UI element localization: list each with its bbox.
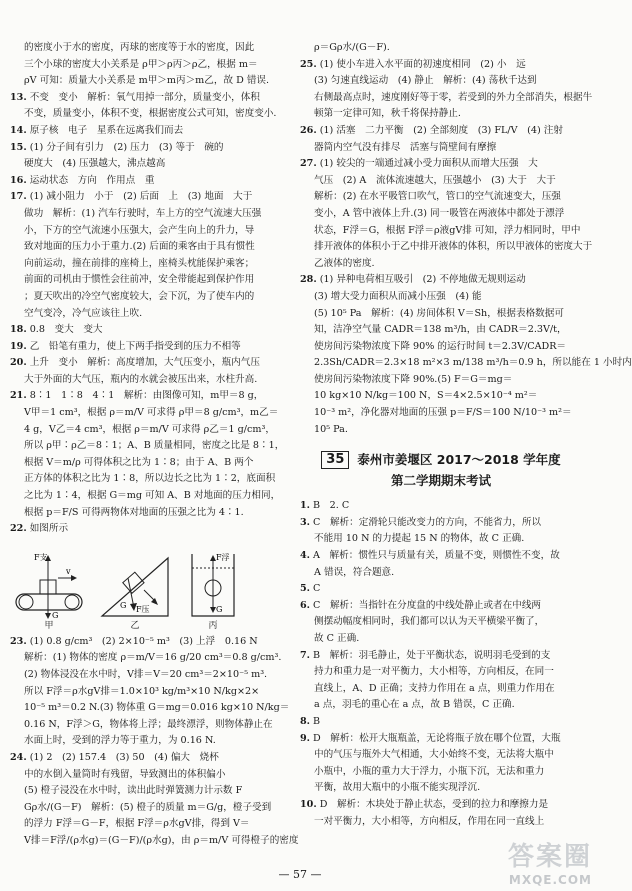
answer-line: [10, 783, 272, 800]
answer-text: B 解析：羽毛静止，处于平衡状态，说明羽毛受到的支: [313, 649, 551, 661]
answer-text: (1) 0.8 g/cm³ (2) 2×10⁻⁵ m³ (3) 上浮 0.16 N: [29, 635, 258, 647]
question-number: 14.: [10, 124, 27, 136]
answer-text: Gρ水/(G－F) 解析：(5) 橙子的质量 m＝G/g，橙子受到: [24, 801, 272, 813]
answer-text: (2) 物体浸没在水中时，V排＝V＝20 cm³＝2×10⁻⁵ m³.: [24, 669, 268, 680]
figure-yi-label-1: F压: [136, 604, 150, 614]
answer-text: C 解析：定滑轮只能改变力的方向，不能省力，所以: [313, 516, 542, 528]
answer-line: [300, 747, 582, 764]
answer-text: B: [313, 715, 321, 727]
question-number: 24.: [10, 751, 27, 763]
answer-line: [300, 272, 582, 289]
figure-bing-label-1: F浮: [216, 552, 230, 562]
answer-line: [300, 57, 582, 74]
section-number: 35: [321, 451, 349, 469]
answer-line: [300, 697, 582, 714]
answer-line: [300, 339, 582, 356]
answer-text: (5) 橙子浸没在水中时，读出此时弹簧测力计示数 F: [24, 785, 243, 797]
question-number: 25.: [300, 58, 317, 70]
answer-line: [10, 521, 272, 538]
answer-text: C: [313, 583, 321, 595]
answer-line: [10, 700, 290, 717]
left-answers-block-2: [10, 634, 299, 850]
answer-text: 不变 变小 解析：氧气用掉一部分，质量变小，体积: [29, 91, 260, 103]
answer-line: [300, 156, 582, 173]
watermark-text: 答案圈: [507, 842, 592, 872]
figure-yi-label-2: G: [120, 600, 127, 610]
question-number: 10.: [300, 798, 317, 810]
question-number: 5.: [300, 583, 311, 595]
answer-text: 乙 铅笔有重力，使上下两手指受到的压力不相等: [29, 340, 241, 352]
answer-line: [10, 717, 272, 734]
answer-line: [10, 422, 275, 439]
section-subtitle: 第二学期期末考试: [390, 473, 491, 489]
question-number: 8.: [300, 715, 311, 727]
answer-line: [10, 816, 272, 833]
answer-text: 4 g，V乙＝4 cm³，根据 ρ＝m/V 可求得 ρ乙＝1 g/cm³，: [24, 423, 275, 435]
answer-line: [300, 372, 582, 389]
answer-text: 的密度小于水的密度，丙球的密度等于水的密度，因此: [24, 42, 255, 53]
answer-text: (1) 活塞 二力平衡 (2) 全部刻度 (3) FL/V (4) 注射: [319, 124, 563, 136]
force-diagrams: [14, 540, 272, 632]
answer-text: (1) 2 (2) 157.4 (3) 50 (4) 偏大 烧杯: [29, 751, 219, 763]
answer-line: [300, 598, 582, 615]
answer-line: [300, 405, 582, 422]
answer-text: 所以 F浮＝ρ水gV排＝1.0×10³ kg/m³×10 N/kg×2×: [24, 685, 260, 697]
answer-text: 解析：(2) 在水平吸管口吹气，管口的空气流速变大，压强: [314, 191, 561, 203]
answer-text: 之比为 1∶4，根据 G＝mg 可知 A、B 对地面的压力相同，: [24, 490, 281, 502]
answer-text: D 解析：木块处于静止状态，受到的拉力和摩擦力是: [319, 798, 549, 810]
answer-line: [10, 206, 272, 223]
answer-text: (1) 较尖的一端通过减小受力面积从而增大压强 大: [319, 158, 538, 170]
answer-text: (1) 分子间有引力 (2) 压力 (3) 等于 碗的: [29, 141, 224, 153]
question-number: 18.: [10, 324, 27, 336]
answer-line: [300, 648, 582, 665]
answer-line: [300, 515, 582, 532]
question-number: 20.: [10, 357, 27, 369]
answer-line: [10, 833, 299, 850]
question-number: 3.: [300, 516, 311, 528]
answer-line: [300, 731, 582, 748]
answer-text: 顿第一定律可知，秋千将保持静止.: [314, 108, 461, 120]
question-number: 16.: [10, 174, 27, 186]
answer-text: 不能用 10 N 的力提起 15 N 的物体，故 C 正确.: [314, 533, 525, 545]
question-number: 19.: [10, 340, 27, 352]
answer-line: [300, 631, 582, 648]
answer-line: [10, 173, 272, 190]
question-number: 9.: [300, 732, 311, 744]
question-number: 23.: [10, 635, 27, 647]
answer-text: A 错误，符合题意.: [314, 566, 395, 578]
answer-line: [10, 505, 272, 522]
answer-text: V甲＝1 cm³，根据 ρ＝m/V 可求得 ρ甲＝8 g/cm³，m乙＝: [24, 407, 279, 419]
answer-line: [10, 123, 272, 140]
answer-line: [300, 764, 582, 781]
answer-line: [10, 272, 272, 289]
answer-line: [300, 322, 582, 339]
answer-text: 使房间污染物浓度下降 90%.(5) F＝G＝mg＝: [314, 373, 513, 385]
figure-bing: [186, 548, 240, 632]
answer-text: 侧摆动幅度相同时，我们都可以认为天平横梁平衡了，: [314, 616, 545, 628]
answer-line: [10, 289, 272, 306]
answer-text: 小，下方的空气流速小压强大，会产生向上的升力，导: [24, 224, 255, 236]
answer-line: [300, 123, 582, 140]
answer-line: [10, 106, 277, 123]
figure-jia-label-2: v: [66, 566, 71, 576]
question-number: 7.: [300, 649, 311, 661]
answer-line: [10, 57, 272, 74]
answer-text: (3) 增大受力面积从而减小压强 (4) 能: [314, 290, 482, 302]
right-answers-block-2: [300, 498, 582, 830]
answer-text: 原子核 电子 星系在远离我们而去: [29, 124, 184, 136]
answer-line: [300, 306, 582, 323]
answer-text: 气压 (2) A 流体流速越大，压强越小 (3) 大于 大于: [314, 174, 556, 186]
answer-text: 所以 ρ甲∶ρ乙＝8∶1；A、B 质量相同，密度之比是 8∶1，: [24, 440, 285, 452]
right-answers-block: [300, 40, 632, 438]
answer-line: [300, 422, 582, 439]
answer-text: (3) 匀速直线运动 (4) 静止 解析：(4) 荡秋千达到: [314, 75, 537, 87]
answer-text: 向前运动，撞在前排的座椅上，座椅头枕能保护乘客；: [24, 257, 255, 269]
answer-text: 器筒内空气没有排尽 活塞与筒壁间有摩擦: [314, 141, 497, 153]
answer-text: 乙液体的密度.: [314, 257, 375, 269]
question-number: 15.: [10, 141, 27, 153]
answer-line: [300, 256, 582, 273]
answer-line: [300, 189, 582, 206]
answer-line: [10, 239, 272, 256]
answer-text: 2.3Sh/CADR＝2.3×18 m²×3 m/138 m³/h＝0.9 h，所以能在 1 小时内: [314, 357, 632, 369]
answer-text: 知，洁净空气量 CADR＝138 m³/h，由 CADR＝2.3V/t，: [314, 324, 567, 336]
answer-line: [10, 223, 272, 240]
answer-line: [300, 614, 582, 631]
question-number: 27.: [300, 158, 317, 170]
answer-text: A 解析：惯性只与质量有关，质量不变，则惯性不变，故: [313, 550, 560, 562]
answer-text: 状态，F浮＝G，根据 F浮＝ρ液gV排 可知，浮力相同时，甲中: [314, 224, 581, 236]
answer-line: [10, 733, 272, 750]
figure-bing-caption: 丙: [208, 620, 218, 631]
answer-text: 根据 V＝m/ρ 可得体积之比为 1∶8；由于 A、B 两个: [24, 456, 254, 468]
answer-line: [300, 173, 582, 190]
answer-line: [10, 455, 272, 472]
answer-line: [300, 239, 593, 256]
answer-line: [300, 498, 582, 515]
answer-text: 上升 变小 解析：高度增加，大气压变小，瓶内气压: [29, 357, 260, 369]
right-column: [300, 40, 632, 830]
answer-line: [300, 90, 593, 107]
answer-text: a 点，羽毛的重心在 a 点，故 B 错误，C 正确.: [314, 699, 515, 711]
answer-line: [300, 206, 582, 223]
answer-line: [10, 650, 282, 667]
answer-text: D 解析：松开大瓶瓶盖，无论将瓶子放在哪个位置，大瓶: [313, 732, 561, 744]
answer-text: (1) 使小车进入水平面的初速度相同 (2) 小 远: [319, 58, 526, 70]
answer-line: [300, 73, 582, 90]
answer-text: 0.16 N，F浮＞G，物体将上浮；最终漂浮，则物体静止在: [24, 718, 273, 730]
answer-line: [10, 189, 272, 206]
question-number: 6.: [300, 599, 311, 611]
answer-line: [300, 223, 582, 240]
answer-text: 变小，A 管中液体上升.(3) 同一吸管在两液体中都处于漂浮: [314, 207, 565, 219]
answer-line: [300, 814, 582, 831]
answer-text: ；夏天吹出的冷空气密度较大，会下沉，为了使车内的: [24, 290, 255, 302]
answer-line: [10, 767, 272, 784]
answer-text: 8∶1 1∶8 4∶1 解析：由图像可知，m甲＝8 g，: [29, 390, 264, 402]
figure-jia-caption: 甲: [44, 620, 54, 631]
question-number: 21.: [10, 390, 27, 402]
answer-line: [10, 322, 272, 339]
answer-text: 三个小球的密度大小关系是 ρ甲＞ρ丙＞ρ乙，根据 m＝: [24, 58, 258, 70]
answer-line: [10, 634, 272, 651]
answer-line: [10, 140, 272, 157]
answer-line: [300, 780, 582, 797]
answer-line: [10, 372, 272, 389]
answer-line: [300, 289, 582, 306]
answer-text: 排开液体的体积小于乙中排开液体的体积，所以甲液体的密度大于: [314, 241, 593, 253]
answer-line: [300, 581, 582, 598]
section-title: 泰州市姜堰区 2017～2018 学年度: [357, 452, 561, 468]
answer-line: [300, 565, 582, 582]
answer-text: 右侧最高点时，速度刚好等于零，若受到的外力全部消失，根据牛: [314, 91, 593, 103]
watermark-url: MXQE.COM: [508, 873, 592, 887]
left-column: [10, 40, 299, 850]
figure-yi: [98, 548, 172, 632]
answer-text: 持力和重力是一对平衡力，大小相等，方向相反，在同一: [314, 666, 554, 678]
answer-text: 如图所示: [29, 523, 69, 535]
answer-text: 中的气压与瓶外大气相通，大小始终不变，无法将大瓶中: [314, 749, 554, 761]
answer-text: 一对平衡力，大小相等，方向相反，作用在同一直线上: [314, 815, 545, 827]
figure-jia-label-1: F支: [34, 552, 48, 562]
page-number: — 57 —: [278, 868, 322, 881]
answer-line: [10, 388, 272, 405]
question-number: 13.: [10, 91, 27, 103]
answer-line: [10, 339, 272, 356]
answer-line: [10, 438, 285, 455]
answer-text: 致对地面的压力小于重力.(2) 后面的乘客由于具有惯性: [24, 241, 255, 253]
answer-line: [10, 750, 272, 767]
answer-text: 运动状态 方向 作用点 重: [29, 174, 155, 186]
answer-line: [300, 797, 582, 814]
answer-line: [300, 531, 582, 548]
answer-text: 不变，质量变小，体积不变，根据密度公式可知，密度变小.: [24, 108, 277, 120]
answer-text: 10 kg×10 N/kg＝100 N，S＝4×2.5×10⁻⁴ m²＝: [314, 390, 538, 402]
figure-yi-drawing: [98, 548, 172, 620]
answer-text: (1) 异种电荷相互吸引 (2) 不停地做无规则运动: [319, 274, 526, 286]
answer-line: [300, 106, 582, 123]
answer-line: [10, 667, 272, 684]
answer-text: 小瓶中，小瓶的重力大于浮力，小瓶下沉，无法和重力: [314, 765, 545, 777]
answer-line: [10, 488, 281, 505]
answer-line: [10, 405, 279, 422]
answer-text: 使房间污染物浓度下降 90% 的运行时间 t＝2.3V/CADR＝: [314, 340, 567, 352]
answer-text: 空气变冷，冷气应该往上吹.: [24, 307, 143, 319]
answer-line: [300, 355, 632, 372]
answer-line: [10, 156, 272, 173]
answer-text: 的浮力 F浮＝G－F，根据 F浮＝ρ水gV排，得到 V＝: [24, 818, 250, 830]
answer-line: [10, 471, 276, 488]
answer-line: [300, 40, 582, 57]
answer-line: [10, 306, 272, 323]
figure-jia: [14, 548, 84, 632]
question-number: 17.: [10, 191, 27, 203]
answer-text: 10⁵ Pa.: [314, 423, 348, 435]
answer-text: ρ＝Gρ水/(G－F).: [314, 42, 390, 53]
answer-line: [10, 800, 272, 817]
question-number: 4.: [300, 550, 311, 562]
answer-text: V排＝F浮/(ρ水g)＝(G－F)/(ρ水g)，由 ρ＝m/V 可得橙子的密度: [24, 834, 299, 846]
question-number: 22.: [10, 523, 27, 535]
answer-text: 平衡，故用大瓶中的小瓶不能实现浮沉.: [314, 782, 481, 794]
answer-line: [10, 40, 272, 57]
answer-line: [10, 73, 272, 90]
answer-line: [10, 90, 272, 107]
figure-bing-label-2: G: [216, 604, 223, 614]
answer-line: [300, 388, 582, 405]
answer-text: 0.8 变大 变大: [29, 324, 103, 336]
answer-line: [300, 140, 582, 157]
answer-text: C 解析：当指针在分度盘的中线处静止或者在中线两: [313, 599, 542, 611]
answer-text: 大于外面的大气压，瓶内的水就会被压出来，水柱升高.: [24, 373, 258, 385]
answer-text: 直线上，A、D 正确；支持力作用在 a 点，则重力作用在: [314, 682, 555, 694]
answer-text: 10⁻⁵ m³＝0.2 N.(3) 物体重 G＝mg＝0.016 kg×10 N/kg＝: [24, 702, 290, 714]
answer-text: 10⁻³ m²，净化器对地面的压强 p＝F/S＝100 N/10⁻³ m²＝: [314, 407, 572, 419]
answer-text: 中的水倒入量筒时有残留，导致测出的体积偏小: [24, 768, 226, 780]
section-header: [300, 450, 582, 492]
question-number: 26.: [300, 124, 317, 136]
left-answers-block: [10, 40, 285, 538]
answer-line: [300, 548, 582, 565]
answer-line: [10, 256, 272, 273]
question-number: 1.: [300, 500, 311, 512]
answer-line: [10, 355, 272, 372]
answer-text: ρV 可知：质量大小关系是 m甲＞m丙＞m乙，故 D 错误.: [24, 75, 270, 87]
figure-jia-drawing: [14, 548, 84, 620]
answer-text: 水面上时，受到的浮力等于重力，为 0.16 N.: [24, 735, 216, 747]
answer-text: 硬度大 (4) 压强越大，沸点越高: [24, 158, 166, 170]
answer-text: B 2. C: [313, 500, 350, 512]
answer-line: [300, 681, 582, 698]
answer-text: (5) 10⁵ Pa 解析：(4) 房间体积 V＝Sh，根据表格数据可: [314, 307, 564, 319]
figure-yi-caption: 乙: [130, 620, 140, 631]
answer-text: 前面的司机由于惯性会往前冲，安全带能起到保护作用: [24, 274, 255, 286]
question-number: 28.: [300, 274, 317, 286]
watermark-logo: [508, 836, 592, 887]
answer-text: 正方体的体积之比为 1∶8，所以边长之比为 1∶2，底面积: [24, 473, 276, 485]
answer-text: 故 C 正确.: [314, 633, 360, 644]
figure-bing-drawing: [186, 548, 240, 620]
answer-text: 根据 p＝F/S 可得两物体对地面的压强之比为 4∶1.: [24, 506, 244, 518]
answer-text: 做功 解析：(1) 汽车行驶时，车上方的空气流速大压强: [24, 207, 262, 219]
answer-line: [300, 664, 582, 681]
answer-line: [10, 684, 272, 701]
answer-text: (1) 减小阻力 小于 (2) 后面 上 (3) 地面 大于: [29, 191, 253, 203]
answer-text: 解析：(1) 物体的密度 ρ＝m/V＝16 g/20 cm³＝0.8 g/cm³.: [24, 652, 282, 664]
figure-jia-label-3: G: [52, 610, 59, 620]
answer-line: [300, 714, 582, 731]
